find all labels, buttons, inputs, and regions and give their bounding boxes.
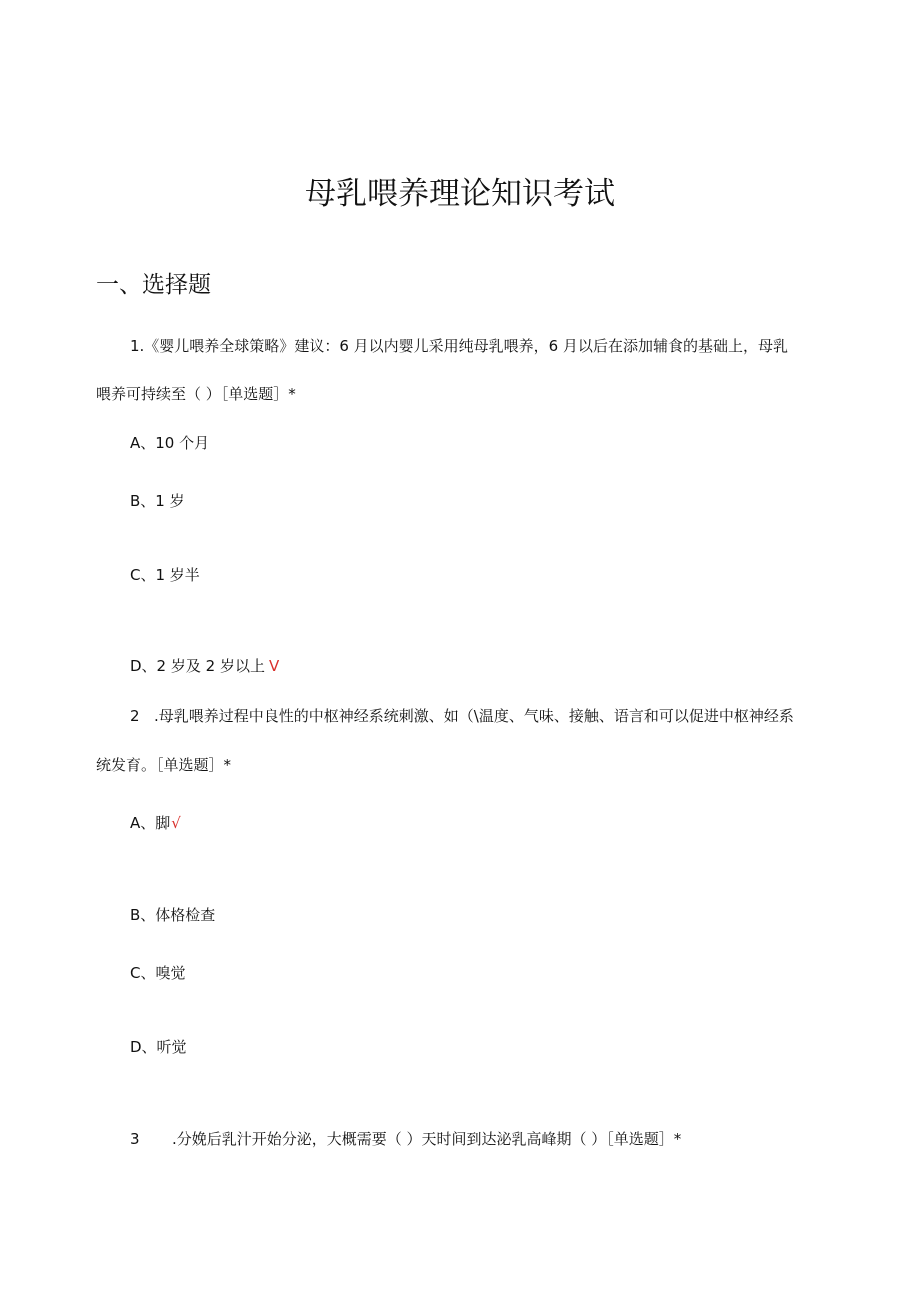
page-title: 母乳喂养理论知识考试 [305, 176, 615, 212]
question-2-option-d [130, 1037, 191, 1057]
option-label: C、1 岁半 [130, 566, 200, 584]
section-title: 一、选择题 [96, 272, 211, 298]
question-1-option-a [130, 433, 213, 453]
option-label: D、2 岁及 2 岁以上 [130, 657, 265, 675]
question-2-text-line2: 统发育。［单选题］* [96, 756, 232, 774]
option-label: A、10 个月 [130, 434, 210, 452]
option-label: C、嗅觉 [130, 964, 186, 982]
correct-answer-mark: V [268, 657, 280, 675]
question-number: 2 [130, 707, 140, 725]
question-3-text-line1 [130, 1129, 681, 1149]
question-1-text-line2: 喂养可持续至（ ）［单选题］* [96, 385, 296, 403]
question-number: 3 [130, 1130, 140, 1148]
question-1-option-b [130, 491, 189, 511]
option-label: B、1 岁 [130, 492, 185, 510]
question-2-option-a [130, 813, 181, 833]
question-2-option-c [130, 963, 189, 983]
option-label: B、体格检查 [130, 906, 216, 924]
question-2-text-line1 [130, 706, 794, 726]
option-label: D、听觉 [130, 1038, 187, 1056]
question-1-text-line1: 1.《婴儿喂养全球策略》建议：6 月以内婴儿采用纯母乳喂养，6 月以后在添加辅食的基础上，母乳 [130, 337, 788, 355]
option-label: A、脚 [130, 814, 171, 832]
question-text: .分娩后乳汁开始分泌，大概需要（ ）天时间到达泌乳高峰期（ ）［单选题］* [172, 1130, 682, 1148]
question-text: .母乳喂养过程中良性的中枢神经系统刺激、如（\温度、气味、接触、语言和可以促进中枢神经系 [154, 707, 794, 725]
question-1-option-c [130, 565, 204, 585]
question-2-option-b [130, 905, 219, 925]
question-1-option-d [130, 656, 279, 676]
correct-answer-mark: √ [171, 814, 181, 832]
